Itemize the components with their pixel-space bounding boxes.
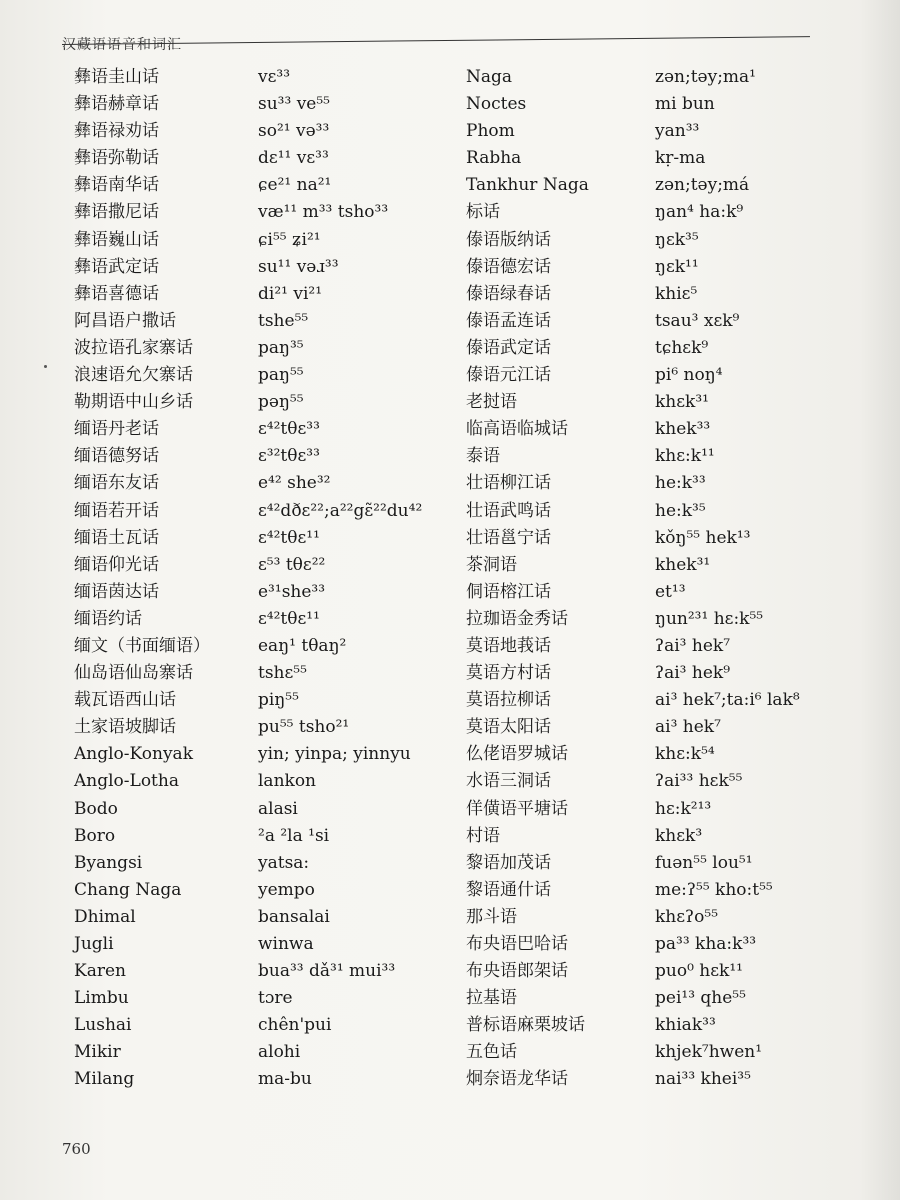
word-form-row: yin; yinpa; yinnyu (258, 744, 411, 765)
word-form-row: khek³¹ (655, 554, 711, 575)
language-name-row: 傣语元江话 (466, 365, 551, 386)
language-name-row: Bodo (74, 798, 118, 819)
word-form-row: kṛ-ma (655, 148, 706, 169)
word-form-row: zən;təy;ma¹ (655, 67, 756, 87)
word-form-row: vɛ³³ (258, 67, 291, 87)
word-form-row: ɛ⁵³ tθɛ²² (258, 554, 326, 575)
word-form-row: ²a ²la ¹si (258, 825, 330, 846)
word-form-row: kǒŋ⁵⁵ hek¹³ (655, 527, 751, 548)
language-name-row: 仙岛语仙岛寨话 (74, 663, 193, 684)
language-name-row: 莫语拉柳话 (466, 690, 551, 711)
word-form-row: lankon (258, 771, 317, 792)
language-name-row: 拉珈语金秀话 (466, 608, 568, 629)
language-name-row: 彝语武定话 (74, 256, 159, 277)
column-language-right (466, 64, 651, 1094)
word-form-row: pi⁶ noŋ⁴ (655, 365, 723, 386)
language-name-row: 傣语版纳话 (466, 229, 551, 250)
word-form-row: hɛ:k²¹³ (655, 798, 712, 819)
language-name-row: 阿昌语户撒话 (74, 310, 176, 331)
word-form-row: pa³³ kha:k³³ (655, 934, 757, 954)
language-name-row: 那斗语 (466, 906, 517, 927)
language-name-row: 布央语郎架话 (466, 961, 568, 982)
word-form-row: ɕe²¹ na²¹ (258, 175, 332, 196)
word-form-row: bua³³ dǎ³¹ mui³³ (258, 961, 396, 982)
word-form-row: tsau³ xɛk⁹ (655, 310, 740, 331)
word-form-row: khek³³ (655, 419, 711, 440)
language-name-row: Karen (74, 961, 126, 982)
language-name-row: Anglo-Konyak (74, 744, 193, 765)
word-form-row: tshɛ⁵⁵ (258, 663, 307, 684)
word-form-row: ɛ⁴²tθɛ³³ (258, 419, 320, 440)
word-form-row: yan³³ (655, 121, 700, 142)
word-form-row: so²¹ və³³ (258, 121, 330, 142)
language-name-row: Boro (74, 825, 116, 846)
language-name-row: 彝语赫章话 (74, 94, 159, 115)
language-name-row: 傣语绿春话 (466, 283, 551, 304)
word-form-row: tɕhɛk⁹ (655, 337, 709, 358)
language-name-row: 村语 (466, 825, 500, 846)
language-name-row: 载瓦语西山话 (74, 690, 176, 711)
margin-mark (44, 365, 47, 368)
word-form-row: dɛ¹¹ vɛ³³ (258, 148, 329, 169)
language-name-row: 佯僙语平塘话 (466, 798, 568, 819)
language-name-row: 壮语柳江话 (466, 473, 551, 494)
language-name-row: 拉基语 (466, 988, 517, 1009)
word-form-row: ʔai³ hek⁹ (655, 663, 731, 684)
language-name-row: 普标语麻栗坡话 (466, 1015, 585, 1036)
word-form-row: ma-bu (258, 1069, 312, 1090)
language-name-row: Anglo-Lotha (74, 771, 179, 792)
language-name-row: 莫语地莪话 (466, 635, 551, 656)
word-form-row: ai³ hek⁷ (655, 717, 721, 738)
word-form-row: chên'pui (258, 1015, 332, 1036)
word-form-row: pəŋ⁵⁵ (258, 392, 304, 413)
word-form-row: nai³³ khei³⁵ (655, 1069, 751, 1090)
word-form-row: et¹³ (655, 581, 686, 602)
word-form-row: khɛ:k⁵⁴ (655, 744, 715, 765)
column-form-left (258, 64, 458, 1094)
language-name-row: Noctes (466, 94, 527, 115)
word-form-row: khɛʔo⁵⁵ (655, 906, 719, 927)
word-form-row: e⁴² she³² (258, 473, 331, 494)
word-form-row: ai³ hek⁷;ta:i⁶ lak⁸ (655, 690, 800, 711)
word-form-row: khɛk³ (655, 825, 703, 846)
running-head: 汉藏语语音和词汇 (62, 37, 182, 53)
page-edge-shadow (860, 0, 900, 1200)
language-name-row: 黎语通什话 (466, 879, 551, 900)
word-form-row: bansalai (258, 906, 330, 927)
word-form-row: khɛk³¹ (655, 392, 709, 413)
language-name-row: 缅文（书面缅语） (74, 635, 210, 656)
column-language-left (74, 64, 254, 1094)
word-form-row: ɛ⁴²dðɛ²²;a²²gɛ̃²²du⁴² (258, 500, 423, 521)
language-name-row: Naga (466, 67, 513, 87)
word-form-row: væ¹¹ m³³ tsho³³ (258, 202, 389, 223)
word-form-row: khɛ:k¹¹ (655, 446, 715, 467)
language-name-row: 莫语太阳话 (466, 717, 551, 738)
language-name-row: Mikir (74, 1042, 121, 1063)
word-form-row: khjek⁷hwen¹ (655, 1042, 763, 1063)
language-name-row: 泰语 (466, 446, 500, 467)
page-number: 760 (62, 1140, 91, 1158)
word-form-row: he:k³³ (655, 473, 706, 494)
language-name-row: 标话 (466, 202, 500, 223)
language-name-row: 缅语仰光话 (74, 554, 159, 575)
language-name-row: 缅语约话 (74, 608, 142, 629)
language-name-row: Milang (74, 1069, 135, 1090)
language-name-row: 勒期语中山乡话 (74, 392, 193, 413)
language-name-row: 缅语丹老话 (74, 419, 159, 440)
language-name-row: 浪速语允欠寨话 (74, 365, 193, 386)
language-name-row: 彝语南华话 (74, 175, 159, 196)
word-form-row: ŋan⁴ ha:k⁹ (655, 202, 744, 223)
language-name-row: 临高语临城话 (466, 419, 568, 440)
word-form-row: paŋ⁵⁵ (258, 365, 304, 386)
word-form-row: mi bun (655, 94, 715, 115)
word-form-row: di²¹ vi²¹ (258, 283, 323, 304)
language-name-row: 缅语德努话 (74, 446, 159, 467)
language-name-row: 壮语邕宁话 (466, 527, 551, 548)
language-name-row: Phom (466, 121, 515, 142)
word-form-row: ɛ⁴²tθɛ¹¹ (258, 527, 320, 548)
language-name-row: 彝语圭山话 (74, 67, 159, 87)
language-name-row: 缅语茵达话 (74, 581, 159, 602)
language-name-row: 仫佬语罗城话 (466, 744, 568, 765)
word-form-row: ʔai³³ hɛk⁵⁵ (655, 771, 743, 792)
word-form-row: piŋ⁵⁵ (258, 690, 299, 711)
word-form-row: khiɛ⁵ (655, 283, 698, 304)
language-name-row: 壮语武鸣话 (466, 500, 551, 521)
word-form-row: ɛ³²tθɛ³³ (258, 446, 320, 467)
language-name-row: Dhimal (74, 906, 136, 927)
word-form-row: pu⁵⁵ tsho²¹ (258, 717, 350, 738)
language-name-row: Tankhur Naga (466, 175, 589, 196)
language-name-row: 布央语巴哈话 (466, 934, 568, 954)
language-name-row: Rabha (466, 148, 522, 169)
language-name-row: 彝语禄劝话 (74, 121, 159, 142)
word-form-row: ʔai³ hek⁷ (655, 635, 731, 656)
language-name-row: 缅语土瓦话 (74, 527, 159, 548)
language-name-row: Limbu (74, 988, 129, 1009)
language-name-row: 波拉语孔家寨话 (74, 337, 193, 358)
language-name-row: 莫语方村话 (466, 663, 551, 684)
word-form-row: alasi (258, 798, 298, 819)
word-form-row: ŋun²³¹ hɛ:k⁵⁵ (655, 608, 764, 629)
language-name-row: 黎语加茂话 (466, 852, 551, 873)
language-name-row: 五色话 (466, 1042, 517, 1063)
language-name-row: 茶洞语 (466, 554, 517, 575)
language-name-row: 彝语巍山话 (74, 229, 159, 250)
language-name-row: 傣语武定话 (466, 337, 551, 358)
word-form-row: su³³ ve⁵⁵ (258, 94, 331, 115)
word-form-row: tɔre (258, 988, 293, 1009)
language-name-row: Byangsi (74, 852, 143, 873)
language-name-row: 侗语榕江话 (466, 581, 551, 602)
language-name-row: 炯奈语龙华话 (466, 1069, 568, 1090)
column-form-right (655, 64, 865, 1094)
word-form-row: pei¹³ qhe⁵⁵ (655, 988, 746, 1009)
word-form-row: ɕi⁵⁵ ʑi²¹ (258, 229, 321, 250)
word-form-row: paŋ³⁵ (258, 337, 304, 358)
word-form-row: winwa (258, 934, 314, 954)
word-form-row: khiak³³ (655, 1015, 716, 1036)
language-name-row: 彝语弥勒话 (74, 148, 159, 169)
word-form-row: ɛ⁴²tθɛ¹¹ (258, 608, 320, 629)
word-form-row: eaŋ¹ tθaŋ² (258, 635, 347, 656)
word-form-row: su¹¹ vəɹ³³ (258, 256, 339, 277)
word-form-row: fuən⁵⁵ lou⁵¹ (655, 852, 753, 873)
word-form-row: puo⁰ hɛk¹¹ (655, 961, 743, 982)
language-name-row: 傣语德宏话 (466, 256, 551, 277)
word-form-row: me:ʔ⁵⁵ kho:t⁵⁵ (655, 879, 773, 900)
word-form-row: ŋɛk¹¹ (655, 256, 699, 277)
language-name-row: Chang Naga (74, 879, 182, 900)
word-form-row: he:k³⁵ (655, 500, 706, 521)
language-name-row: Lushai (74, 1015, 132, 1036)
language-name-row: 老挝语 (466, 392, 517, 413)
word-form-row: ŋɛk³⁵ (655, 229, 699, 250)
word-form-row: e³¹she³³ (258, 581, 326, 602)
language-name-row: 缅语若开话 (74, 500, 159, 521)
language-name-row: 水语三洞话 (466, 771, 551, 792)
word-form-row: yatsa: (258, 852, 310, 873)
word-form-row: zən;təy;má (655, 175, 750, 196)
language-name-row: 缅语东友话 (74, 473, 159, 494)
word-form-row: tshe⁵⁵ (258, 310, 309, 331)
language-name-row: 傣语孟连话 (466, 310, 551, 331)
language-name-row: 彝语撒尼话 (74, 202, 159, 223)
language-name-row: 土家语坡脚话 (74, 717, 176, 738)
language-name-row: Jugli (74, 934, 114, 954)
language-name-row: 彝语喜德话 (74, 283, 159, 304)
word-form-row: alohi (258, 1042, 301, 1063)
word-form-row: yempo (258, 879, 315, 900)
